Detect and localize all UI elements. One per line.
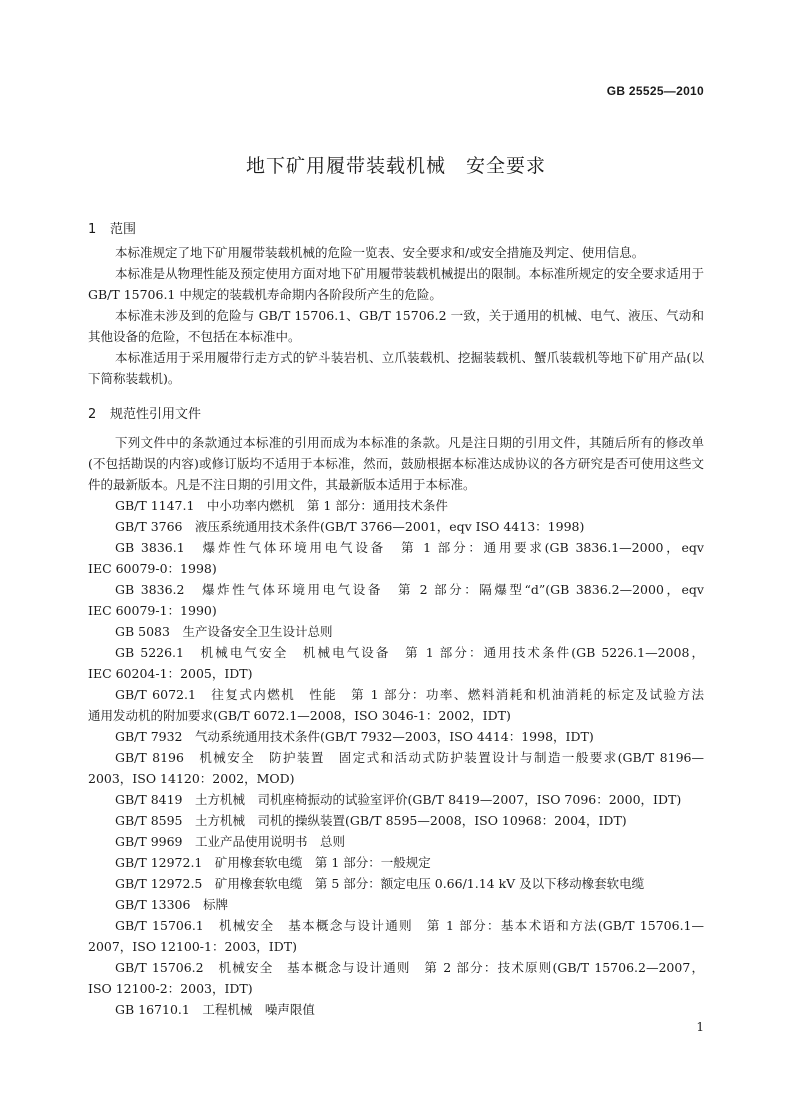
reference-item: GB 3836.2 爆炸性气体环境用电气设备 第 2 部分：隔爆型“d”(GB 3836.2—2000，eqv: [115, 582, 704, 597]
reference-item: GB/T 12972.1 矿用橡套软电缆 第 1 部分：一般规定: [115, 855, 431, 870]
paragraph: 本标准适用于采用履带行走方式的铲斗装岩机、立爪装载机、挖掘装载机、蟹爪装载机等地下矿用产品(以下简称装载机)。: [88, 350, 704, 386]
reference-item: GB/T 15706.1 机械安全 基本概念与设计通则 第 1 部分：基本术语和方法(GB/T 15706.1—: [115, 918, 704, 933]
reference-item-continued: IEC 60079-0：1998): [88, 561, 217, 576]
reference-item: GB 5226.1 机械电气安全 机械电气设备 第 1 部分：通用技术条件(GB 5226.1—2008，: [115, 645, 704, 660]
reference-item: GB/T 6072.1 往复式内燃机 性能 第 1 部分：功率、燃料消耗和机油消耗的标定及试验方法: [115, 687, 704, 702]
section-2-body: [88, 432, 704, 1020]
section-1-body: [88, 242, 704, 389]
section-number: 1: [88, 222, 97, 237]
section-2-heading: [88, 403, 201, 422]
reference-item: GB/T 1147.1 中小功率内燃机 第 1 部分：通用技术条件: [115, 498, 448, 513]
reference-item-continued: 2003，ISO 14120：2002，MOD): [88, 771, 295, 786]
reference-item: GB/T 7932 气动系统通用技术条件(GB/T 7932—2003，ISO 4414：1998，IDT): [115, 729, 594, 744]
section-1-heading: [88, 218, 136, 237]
reference-item-continued: IEC 60204-1：2005，IDT): [88, 666, 253, 681]
reference-item: GB/T 9969 工业产品使用说明书 总则: [115, 834, 346, 849]
standard-code: GB 25525—2010: [606, 84, 704, 98]
paragraph: 本标准未涉及到的危险与 GB/T 15706.1、GB/T 15706.2 一致，关于通用的机械、电气、液压、气动和其他设备的危险，不包括在本标准中。: [88, 308, 704, 344]
reference-item: GB/T 12972.5 矿用橡套软电缆 第 5 部分：额定电压 0.66/1.14 kV 及以下移动橡套软电缆: [115, 876, 645, 891]
reference-item: GB/T 3766 液压系统通用技术条件(GB/T 3766—2001，eqv ISO 4413：1998): [115, 519, 585, 534]
section-title: 范围: [110, 222, 137, 237]
intro-paragraph: 下列文件中的条款通过本标准的引用而成为本标准的条款。凡是注日期的引用文件，其随后所有的修改单(不包括勘误的内容)或修订版均不适用于本标准，然而，鼓励根据本标准达成协议的各方研究是否可使用这些文件的最新版本。凡是不注日期的引用文件，其最新版本适用于本标准。: [88, 435, 704, 492]
paragraph: 本标准是从物理性能及预定使用方面对地下矿用履带装载机械提出的限制。本标准所规定的安全要求适用于 GB/T 15706.1 中规定的装载机寿命期内各阶段所产生的危险。: [88, 266, 704, 302]
reference-item: GB/T 15706.2 机械安全 基本概念与设计通则 第 2 部分：技术原则(GB/T 15706.2—2007，: [115, 960, 704, 975]
page-title: 地下矿用履带装载机械 安全要求: [245, 155, 546, 177]
section-number: 2: [88, 407, 97, 422]
reference-item-continued: IEC 60079-1：1990): [88, 603, 217, 618]
reference-item: GB 3836.1 爆炸性气体环境用电气设备 第 1 部分：通用要求(GB 3836.1—2000，eqv: [115, 540, 704, 555]
reference-item-continued: 通用发动机的附加要求(GB/T 6072.1—2008，ISO 3046-1：2002，IDT): [88, 708, 511, 723]
reference-item: GB/T 13306 标牌: [115, 897, 228, 912]
reference-item-continued: ISO 12100-2：2003，IDT): [88, 981, 253, 996]
paragraph: 本标准规定了地下矿用履带装载机械的危险一览表、安全要求和/或安全措施及判定、使用信息。: [115, 245, 645, 260]
page-number: 1: [696, 1020, 704, 1034]
reference-item-continued: 2007，ISO 12100-1：2003，IDT): [88, 939, 297, 954]
reference-item: GB/T 8595 土方机械 司机的操纵装置(GB/T 8595—2008，ISO 10968：2004，IDT): [115, 813, 627, 828]
reference-item: GB 5083 生产设备安全卫生设计总则: [115, 624, 333, 639]
reference-item: GB/T 8196 机械安全 防护装置 固定式和活动式防护装置设计与制造一般要求(GB/T 8196—: [115, 750, 704, 765]
reference-item: GB/T 8419 土方机械 司机座椅振动的试验室评价(GB/T 8419—2007，ISO 7096：2000，IDT): [115, 792, 682, 807]
section-title: 规范性引用文件: [110, 407, 202, 422]
reference-item: GB 16710.1 工程机械 噪声限值: [115, 1002, 315, 1017]
